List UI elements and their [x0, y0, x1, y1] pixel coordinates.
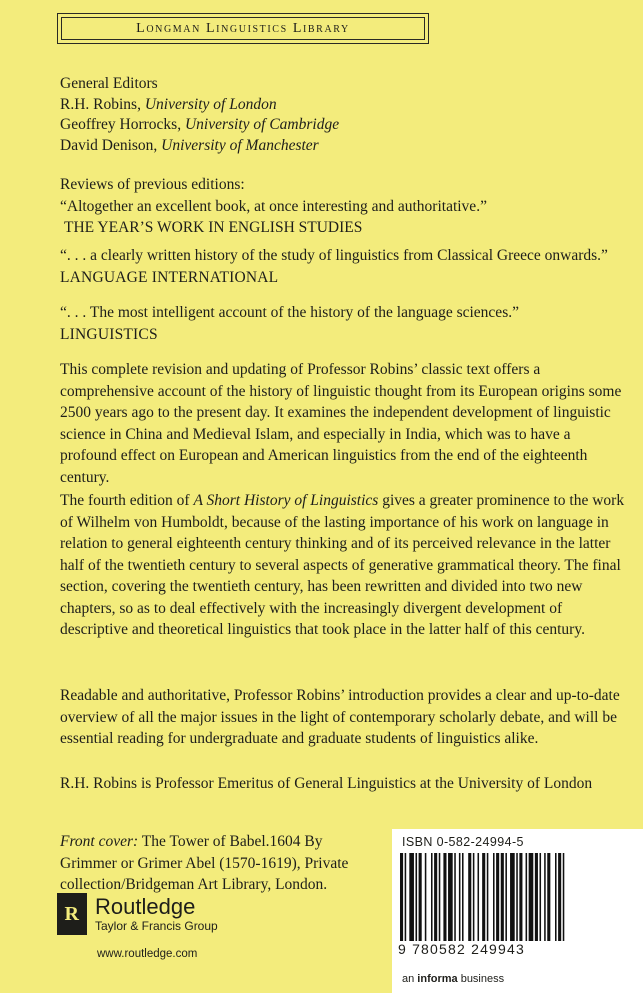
author-bio: R.H. Robins is Professor Emeritus of General Linguistics at the University of London [60, 775, 593, 792]
series-banner [57, 13, 429, 44]
editor-entry: R.H. Robins, University of London [60, 95, 277, 113]
review-quote: “Altogether an excellent book, at once interesting and authoritative.” [60, 197, 487, 215]
editor-entry: Geoffrey Horrocks, University of Cambridge [60, 116, 340, 133]
publisher-group: Taylor & Francis Group [95, 918, 218, 933]
review-source: THE YEAR’S WORK IN ENGLISH STUDIES [64, 219, 363, 236]
barcode-block [392, 829, 643, 993]
editor-entry: David Denison, University of Manchester [60, 136, 319, 154]
review-source: LINGUISTICS [60, 325, 158, 343]
publisher-website: www.routledge.com [97, 948, 198, 960]
isbn-label: ISBN 0-582-24994-5 [402, 835, 524, 849]
review-quote: “. . . The most intelligent account of the history of the language sciences.” [60, 304, 519, 321]
description-paragraph-2: The fourth edition of A Short History of Linguistics gives a greater prominence to the work of Wilhelm von Humboldt, because of the lasting importance of his work on language in relation to general eighteenth century thinking and of its perceived relevance in the latter half of the twentieth century to several aspects of generative grammatical theory. The final section, covering the twentieth century, has been rewritten and divided into two new chapters, so as to deal effectively with the increasingly divergent development of descriptive and theoretical linguistics that took place in the latter half of this century. [60, 492, 625, 638]
publisher-name: Routledge [95, 893, 196, 919]
review-quote: “. . . a clearly written history of the study of linguistics from Classical Greece onwards.” [60, 247, 608, 264]
cover-credit-label: Front cover: [60, 833, 139, 850]
cover-credit: Front cover: The Tower of Babel.1604 By Grimmer or Grimer Abel (1570-1619), Private collection/Bridgeman Art Library, London. [60, 833, 349, 893]
editors-heading: General Editors [60, 75, 158, 92]
review-1 [60, 174, 630, 239]
review-source: LANGUAGE INTERNATIONAL [60, 268, 279, 286]
general-editors [60, 74, 339, 156]
series-title: Longman Linguistics Library [136, 20, 350, 36]
routledge-logo-icon: R [57, 893, 87, 935]
book-title: A Short History of Linguistics [193, 492, 379, 509]
description-paragraph-1: This complete revision and updating of Professor Robins’ classic text offers a comprehensive account of the history of linguistic thought from its European origins some 2500 years ago to the present day. It examines the independent development of linguistic science in China and Medieval Islam, and especially in India, which was to have a profound effect on European and American linguistics from the end of the eighteenth century. [60, 361, 622, 486]
publisher-logo [57, 893, 218, 935]
informa-tagline: an informa business [402, 973, 505, 985]
barcode-digits: 9 780582 249943 [398, 941, 525, 957]
barcode-icon [398, 853, 634, 941]
review-3 [60, 302, 610, 345]
reviews-heading: Reviews of previous editions: [60, 176, 245, 193]
description-paragraph-3: Readable and authoritative, Professor Robins’ introduction provides a clear and up-to-date overview of all the major issues in the light of contemporary scholarly debate, and will be essential reading for undergraduate and graduate students of linguistics alike. [60, 687, 620, 747]
review-2 [60, 245, 620, 288]
